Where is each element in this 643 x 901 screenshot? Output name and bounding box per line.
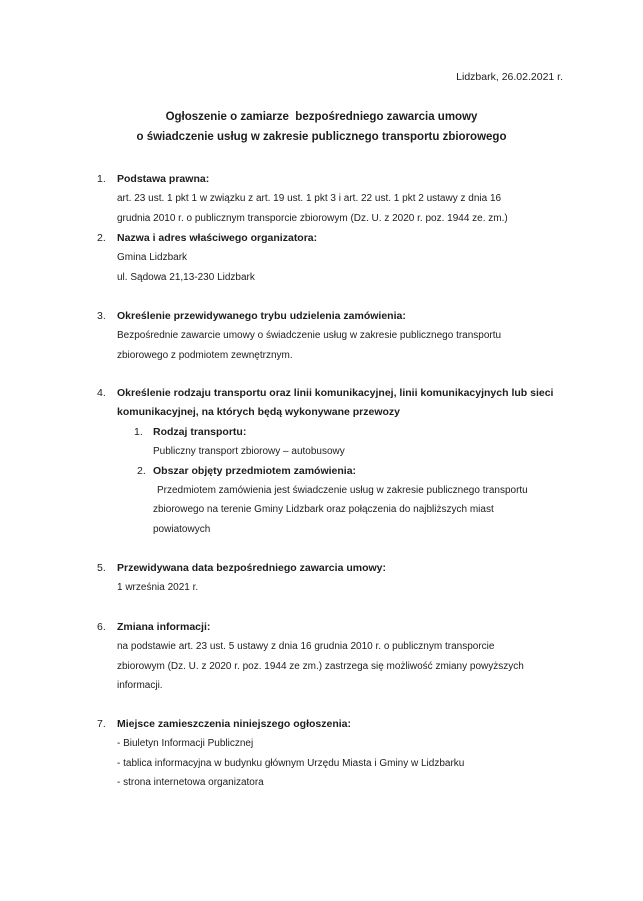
section-text-line: Gmina Lidzbark bbox=[117, 252, 188, 264]
section-body bbox=[117, 384, 643, 423]
section-text-line: zbiorowym (Dz. U. z 2020 r. poz. 1944 ze zm.) zastrzega się możliwość zmiany powyższych bbox=[117, 660, 524, 672]
section-heading: Określenie rodzaju transportu oraz linii komunikacyjnej, linii komunikacyjnych lub sieci bbox=[117, 387, 554, 399]
section-change-info bbox=[0, 618, 643, 696]
section-number: 4. bbox=[97, 387, 106, 399]
section-text-line: grudnia 2010 r. o publicznym transporcie zbiorowym (Dz. U. z 2020 r. poz. 1944 ze. zm.) bbox=[117, 212, 508, 224]
section-heading: Przewidywana data bezpośredniego zawarcia umowy: bbox=[117, 562, 386, 574]
subitem-heading: Rodzaj transportu: bbox=[153, 425, 247, 438]
section-number: 5. bbox=[97, 562, 106, 574]
section-body bbox=[117, 170, 643, 228]
section-heading: komunikacyjnej, na których będą wykonywane przewozy bbox=[117, 406, 401, 419]
section-text-line: ul. Sądowa 21,13-230 Lidzbark bbox=[117, 271, 255, 283]
section-publication-place bbox=[0, 715, 643, 793]
section-text-line: art. 23 ust. 1 pkt 1 w związku z art. 19 ust. 1 pkt 3 i art. 22 ust. 1 pkt 2 ustawy z dnia 16 bbox=[117, 193, 502, 205]
subitem-body bbox=[153, 423, 643, 462]
section-heading: Nazwa i adres właściwego organizatora: bbox=[117, 232, 318, 244]
section-number: 6. bbox=[97, 621, 106, 633]
section-text-line: informacji. bbox=[117, 680, 163, 692]
subitem-transport-kind bbox=[0, 423, 643, 462]
section-body bbox=[117, 307, 643, 365]
list-item: - tablica informacyjna w budynku głównym Urzędu Miasta i Gminy w Lidzbarku bbox=[117, 757, 465, 769]
section-organizer bbox=[0, 229, 643, 287]
section-heading: Podstawa prawna: bbox=[117, 173, 210, 185]
section-number: 3. bbox=[97, 310, 106, 322]
section-body bbox=[117, 715, 643, 793]
list-item: - Biuletyn Informacji Publicznej bbox=[117, 738, 254, 750]
section-text-line: Bezpośrednie zawarcie umowy o świadczenie usług w zakresie publicznego transportu bbox=[117, 330, 502, 342]
section-text-line: 1 września 2021 r. bbox=[117, 582, 199, 594]
section-contract-date bbox=[0, 559, 643, 598]
subitem-text-line: zbiorowego na terenie Gminy Lidzbark oraz połączenia do najbliższych miast bbox=[153, 504, 494, 516]
section-legal-basis bbox=[0, 170, 643, 228]
title-line-2: o świadczenie usług w zakresie publicznego transportu zbiorowego bbox=[136, 131, 507, 143]
document-date: Lidzbark, 26.02.2021 r. bbox=[456, 71, 563, 83]
section-number: 7. bbox=[97, 718, 106, 730]
section-heading: Określenie przewidywanego trybu udzielenia zamówienia: bbox=[117, 310, 406, 322]
section-heading: Miejsce zamieszczenia niniejszego ogłoszenia: bbox=[117, 718, 351, 730]
section-number: 1. bbox=[97, 173, 106, 185]
section-body bbox=[117, 559, 643, 598]
subitem-scope-area bbox=[0, 462, 643, 540]
subitem-body bbox=[153, 462, 643, 540]
section-heading: Zmiana informacji: bbox=[117, 621, 211, 633]
section-transport-type bbox=[0, 384, 643, 539]
title-line-1: Ogłoszenie o zamiarze bezpośredniego zawarcia umowy bbox=[165, 111, 478, 123]
subitem-number: 2. bbox=[137, 464, 146, 477]
subitem-text-line: Przedmiotem zamówienia jest świadczenie usług w zakresie publicznego transportu bbox=[157, 484, 528, 496]
section-body bbox=[117, 618, 643, 696]
section-text-line: na podstawie art. 23 ust. 5 ustawy z dnia 16 grudnia 2010 r. o publicznym transporcie bbox=[117, 641, 495, 653]
section-body bbox=[117, 229, 643, 287]
section-number: 2. bbox=[97, 232, 106, 244]
section-procedure bbox=[0, 307, 643, 365]
subitem-text-line: Publiczny transport zbiorowy – autobusowy bbox=[153, 446, 345, 458]
document-title bbox=[0, 107, 643, 147]
section-text-line: zbiorowego z podmiotem zewnętrznym. bbox=[117, 349, 293, 361]
list-item: - strona internetowa organizatora bbox=[117, 777, 264, 789]
subitem-text-line: powiatowych bbox=[153, 523, 211, 535]
subitem-number: 1. bbox=[134, 425, 143, 438]
subitem-heading: Obszar objęty przedmiotem zamówienia: bbox=[153, 464, 357, 477]
